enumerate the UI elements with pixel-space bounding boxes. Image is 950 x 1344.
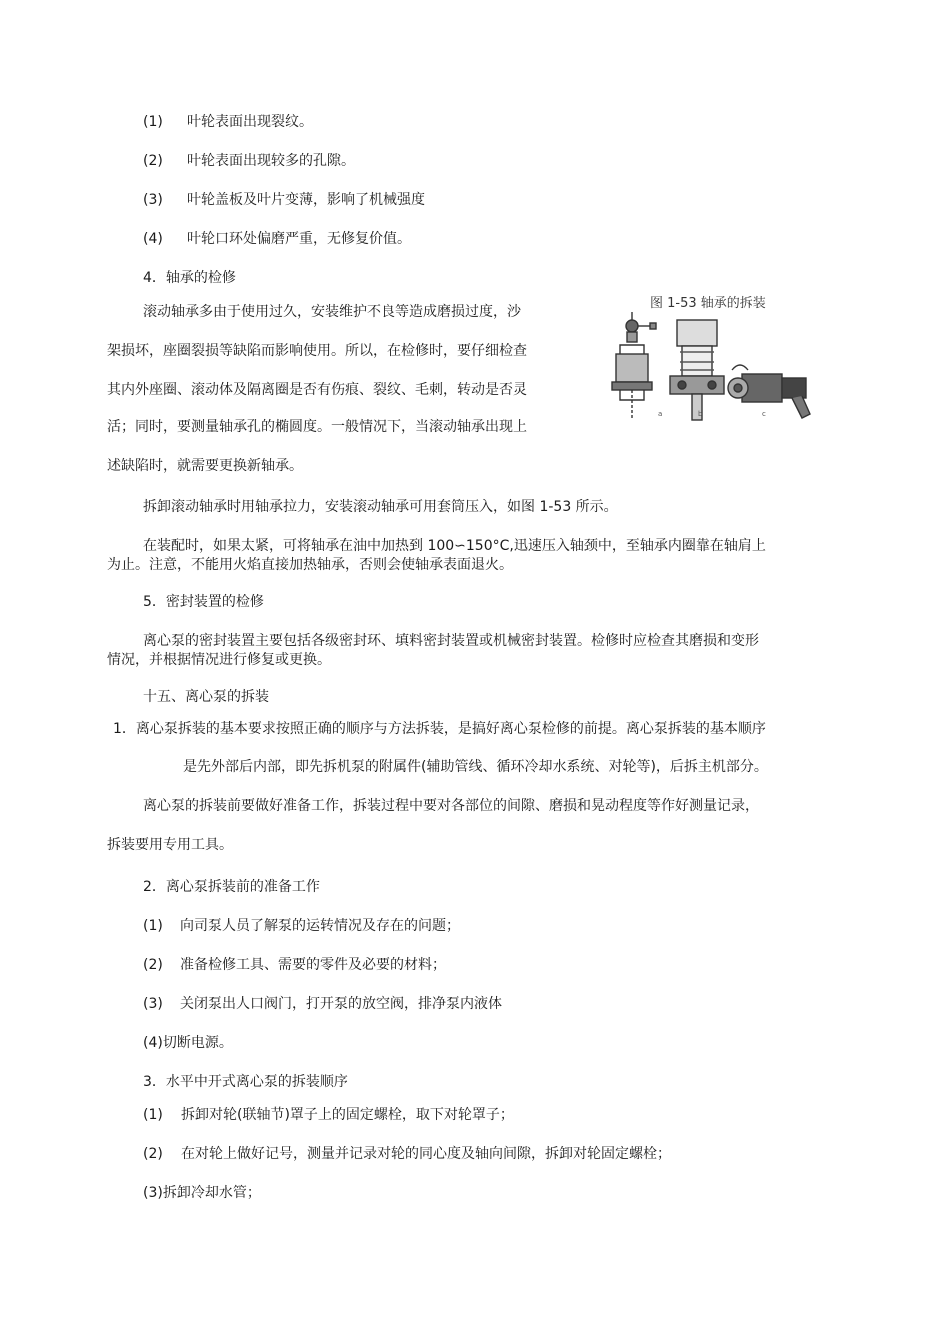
section-heading-prep: 2．离心泵拆装前的准备工作 — [143, 879, 320, 895]
list-text: 叶轮盖板及叶片变薄，影响了机械强度 — [187, 192, 425, 208]
list-number: (3) — [143, 996, 163, 1012]
list-item — [143, 1145, 671, 1163]
list-number: (3) — [143, 192, 163, 208]
list-item — [143, 1106, 514, 1124]
prep-para-line1: 离心泵的拆装前要做好准备工作，拆装过程中要对各部位的间隙、磨损和晃动程度等作好测量记录， — [143, 798, 759, 814]
list-text: 拆卸对轮(联轴节)罩子上的固定螺栓，取下对轮罩子； — [181, 1107, 514, 1123]
section-heading-order: 3．水平中开式离心泵的拆装顺序 — [143, 1074, 348, 1090]
list-text: 叶轮表面出现裂纹。 — [187, 114, 313, 130]
list-number: (1) — [143, 114, 163, 130]
bearing-para-line: 述缺陷时，就需要更换新轴承。 — [107, 458, 303, 474]
list-item — [143, 230, 411, 248]
list-number: (4) — [143, 231, 163, 247]
bearing-figure-illustration — [612, 290, 822, 430]
list-item — [143, 917, 460, 935]
list-item — [143, 152, 355, 170]
list-text: 叶轮表面出现较多的孔隙。 — [187, 153, 355, 169]
list-item — [143, 191, 425, 209]
bearing-para3-line1: 在装配时，如果太紧，可将轴承在油中加热到 100∽150°C,迅速压入轴颈中，至轴承内圈靠在轴肩上 — [143, 538, 766, 554]
list-text: 叶轮口环处偏磨严重，无修复价值。 — [187, 231, 411, 247]
seal-para-line1: 离心泵的密封装置主要包括各级密封环、填料密封装置或机械密封装置。检修时应检查其磨损和变形 — [143, 633, 759, 649]
list-item: (4)切断电源。 — [143, 1035, 233, 1051]
list-text: 向司泵人员了解泵的运转情况及存在的问题； — [180, 918, 460, 934]
section-heading-disassembly: 十五、离心泵的拆装 — [143, 689, 269, 705]
figure-caption: 图 1-53 轴承的拆装 — [650, 296, 766, 311]
bearing-para-line: 滚动轴承多由于使用过久，安装维护不良等造成磨损过度，沙 — [143, 304, 521, 320]
list-number: (1) — [143, 1107, 163, 1123]
bearing-puller-drawing — [612, 312, 662, 418]
bearing-para2: 拆卸滚动轴承时用轴承拉力，安装滚动轴承可用套筒压入，如图 1-53 所示。 — [143, 499, 618, 515]
list-text: 在对轮上做好记号，测量并记录对轮的同心度及轴向间隙，拆卸对轮固定螺栓； — [181, 1146, 671, 1162]
seal-para-line2: 情况，并根据情况进行修复或更换。 — [107, 652, 331, 668]
bearing-para-line: 其内外座圈、滚动体及隔离圈是否有伤痕、裂纹、毛刺，转动是否灵 — [107, 382, 527, 398]
bearing-para-line: 架损坏，座圈裂损等缺陷而影响使用。所以，在检修时，要仔细检查 — [107, 343, 527, 359]
prep-para-line2: 拆装要用专用工具。 — [107, 837, 233, 853]
list-item — [143, 113, 313, 131]
list-text: 准备检修工具、需要的零件及必要的材料； — [180, 957, 446, 973]
list-number: (2) — [143, 153, 163, 169]
bearing-para-line: 活；同时，要测量轴承孔的椭圆度。一般情况下，当滚动轴承出现上 — [107, 419, 527, 435]
disassembly-item1-line2: 是先外部后内部，即先拆机泵的附属件(辅助管线、循环冷却水系统、对轮等)，后拆主机部分。 — [183, 759, 768, 775]
disassembly-item1-line1: 1．离心泵拆装的基本要求按照正确的顺序与方法拆装，是搞好离心泵检修的前提。离心泵拆装的基本顺序 — [113, 721, 766, 737]
list-item — [143, 956, 446, 974]
bearing-para3-line2: 为止。注意，不能用火焰直接加热轴承，否则会使轴承表面退火。 — [107, 557, 513, 573]
sleeve-press-drawing — [670, 320, 724, 420]
list-number: (2) — [143, 957, 163, 973]
section-heading-bearing: 4．轴承的检修 — [143, 270, 236, 286]
hydraulic-puller-drawing — [728, 365, 810, 418]
section-heading-seal: 5．密封装置的检修 — [143, 594, 264, 610]
list-item: (3)拆卸冷却水管； — [143, 1185, 261, 1201]
list-number: (1) — [143, 918, 163, 934]
list-text: 关闭泵出人口阀门，打开泵的放空阀，排净泵内液体 — [180, 996, 502, 1012]
list-item — [143, 995, 502, 1013]
svg-text:a: a — [658, 410, 663, 418]
svg-text:b: b — [698, 410, 703, 418]
svg-text:c: c — [762, 410, 766, 418]
list-number: (2) — [143, 1146, 163, 1162]
